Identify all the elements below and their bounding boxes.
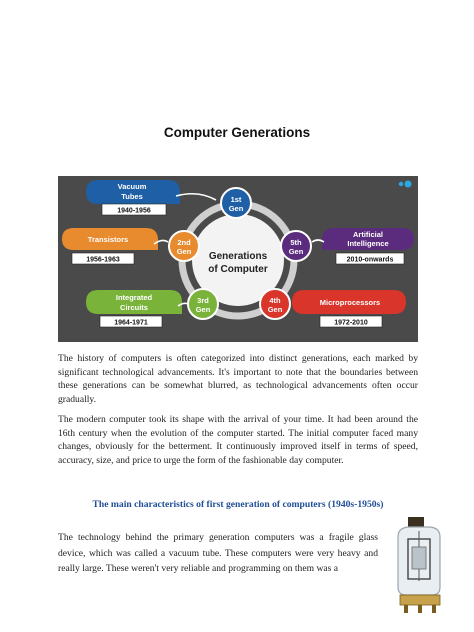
tag-transistors-line1: Transistors [87, 235, 129, 244]
computer-generations-diagram [58, 176, 418, 342]
tag-vacuum-line2: Tubes [121, 192, 143, 201]
center-label-line1: Generations [208, 251, 268, 262]
tube-base [400, 595, 440, 605]
gen-circle-2nd [169, 231, 199, 261]
tag-transistors-years: 1956-1963 [86, 256, 120, 264]
gen-circle-1st [221, 188, 251, 218]
tag-micro-line1: Microprocessors [319, 298, 381, 307]
gen-5th-line1: 5th [290, 238, 302, 247]
gen-4th-line1: 4th [269, 296, 281, 305]
gen-4th-line2: Gen [267, 305, 283, 314]
tag-ai-years: 2010-onwards [346, 256, 394, 264]
vacuum-tube-image [390, 517, 450, 613]
tag-ic-years: 1964-1971 [114, 319, 148, 327]
document-title: Computer Generations [163, 125, 311, 140]
gen-1st-line1: 1st [230, 195, 242, 204]
gen-2nd-line1: 2nd [177, 238, 191, 247]
tag-ai-line1: Artificial [352, 230, 384, 239]
paragraph-first-generation: The technology behind the primary generation computers was a fragile glass device, which was called a vacuum tube. These computers were very heavy and really large. These weren't very reliable and programming on them was a [58, 532, 378, 575]
section-heading: The main characteristics of first generation of computers (1940s-1950s) [92, 499, 384, 510]
tag-vacuum-line1: Vacuum [117, 182, 147, 191]
tube-top-cap [408, 517, 424, 527]
gen-3rd-line2: Gen [195, 305, 211, 314]
paragraph-evolution: The modern computer took its shape with the arrival of your time. It had been around the 16th century when the evolution of the computer started. The initial computer faced many changes, obviously for the betterment. It continuously improved itself in terms of speed, accuracy, size, and price to urge the form of the fashionable day computer. [58, 414, 418, 466]
tag-micro-years: 1972-2010 [334, 319, 368, 327]
tag-ai-line2: Intelligence [347, 239, 389, 248]
tag-ic-line1: Integrated [115, 293, 153, 302]
gen-circle-4th [260, 289, 290, 319]
gen-3rd-line1: 3rd [197, 296, 209, 305]
tag-vacuum-years: 1940-1956 [117, 207, 151, 215]
center-label-line2: of Computer [208, 264, 268, 275]
paragraph-intro: The history of computers is often categorized into distinct generations, each marked by significant technological advancements. It's important to note that the boundaries between these generations can be somewhat blurred, as technological advancements often occur gradually. [58, 353, 418, 405]
gen-1st-line2: Gen [228, 204, 244, 213]
gen-circle-3rd [188, 289, 218, 319]
gen-circle-5th [281, 231, 311, 261]
gen-2nd-line2: Gen [176, 247, 192, 256]
tag-ic-line2: Circuits [120, 303, 148, 312]
gen-5th-line2: Gen [288, 247, 304, 256]
